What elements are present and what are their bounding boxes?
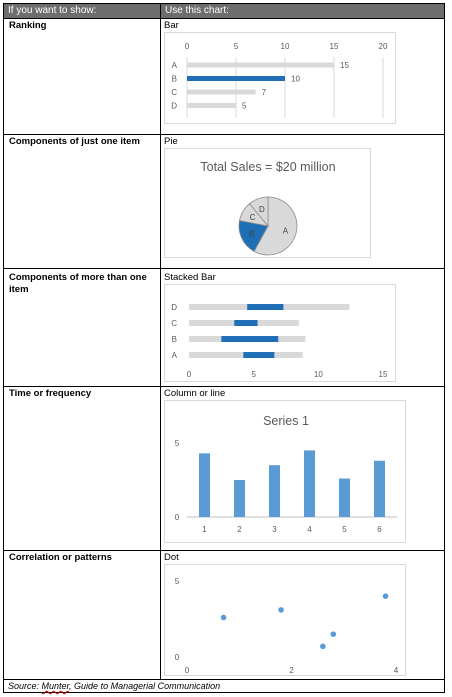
header-show: If you want to show: — [4, 4, 161, 18]
chart-type-stacked-bar: Stacked Bar — [164, 272, 216, 283]
row-divider — [4, 550, 444, 551]
column-chart — [164, 400, 406, 543]
x-tick-label: 0 — [186, 370, 192, 379]
chart-type-pie: Pie — [164, 136, 178, 147]
x-tick-label: 5 — [251, 370, 256, 379]
bar-segment — [221, 336, 278, 342]
column — [304, 450, 315, 517]
x-tick-label: 20 — [378, 42, 388, 51]
data-point — [331, 631, 337, 637]
slice-label: D — [259, 205, 265, 215]
x-tick-label: 10 — [313, 370, 323, 379]
row-label-correlation: Correlation or patterns — [9, 552, 112, 563]
data-label: 5 — [242, 101, 247, 111]
data-label: 7 — [261, 88, 267, 97]
chart-type-dot: Dot — [164, 552, 179, 563]
chart-title: Total Sales = $20 million — [200, 160, 336, 174]
x-tick-label: 0 — [184, 42, 190, 51]
y-tick-label: 5 — [174, 577, 180, 586]
x-tick-label: 6 — [377, 525, 382, 534]
row-label-time: Time or frequency — [9, 388, 92, 399]
column — [374, 461, 385, 517]
row-label-components-one: Components of just one item — [9, 136, 140, 147]
row-divider — [4, 134, 444, 135]
y-tick-label: 0 — [174, 653, 180, 662]
x-tick-label: 15 — [378, 370, 388, 379]
row-divider — [4, 18, 444, 19]
bar — [187, 76, 285, 81]
row-label-ranking: Ranking — [9, 20, 47, 31]
column — [199, 453, 210, 517]
header-use-chart: Use this chart: — [161, 4, 444, 18]
chart-type-column: Column or line — [164, 388, 226, 399]
chart-title: Series 1 — [263, 414, 309, 428]
slice-label: B — [249, 229, 255, 239]
stacked-bar-chart-svg — [165, 285, 397, 383]
row-label-components-more: Components of more than one item — [9, 272, 147, 295]
source-title: , Guide to Managerial Communication — [69, 681, 221, 691]
data-point — [278, 607, 284, 613]
x-tick-label: 1 — [202, 525, 207, 534]
bar-segment — [234, 320, 257, 326]
bar-segment — [243, 352, 274, 358]
chart-selection-table — [3, 3, 445, 693]
y-tick-label: A — [171, 351, 177, 360]
dot-chart — [164, 564, 406, 676]
row-divider — [4, 386, 444, 387]
y-tick-label: C — [171, 319, 177, 328]
stacked-bar-chart — [164, 284, 396, 382]
data-point — [320, 644, 326, 650]
x-tick-label: 2 — [289, 666, 294, 675]
data-label: 15 — [340, 61, 349, 70]
column-chart-svg — [165, 401, 407, 544]
x-tick-label: 4 — [307, 525, 312, 534]
y-tick-label: 5 — [174, 439, 180, 448]
x-tick-label: 5 — [342, 525, 347, 534]
data-point — [221, 615, 227, 621]
data-point — [383, 593, 389, 599]
slice-label: A — [282, 226, 289, 236]
y-tick-label: B — [171, 335, 177, 344]
y-tick-label: D — [171, 101, 177, 111]
chart-type-bar: Bar — [164, 20, 179, 31]
data-label: 10 — [291, 74, 300, 84]
bar — [187, 90, 256, 95]
bar-chart — [164, 32, 396, 124]
source-author: Munter — [41, 681, 70, 691]
slice-label: C — [249, 212, 256, 222]
y-tick-label: B — [171, 74, 177, 84]
column — [269, 465, 280, 517]
y-tick-label: 0 — [174, 513, 180, 522]
bar — [187, 103, 236, 108]
source-note — [8, 680, 220, 692]
x-tick-label: 3 — [272, 525, 277, 534]
y-tick-label: A — [171, 61, 177, 70]
bar-segment — [247, 304, 283, 310]
pie-chart-svg — [165, 149, 372, 259]
bar — [187, 63, 334, 68]
pie-chart — [164, 148, 371, 258]
x-tick-label: 4 — [393, 666, 399, 675]
x-tick-label: 15 — [329, 42, 339, 51]
x-tick-label: 2 — [237, 525, 242, 534]
dot-chart-svg — [165, 565, 407, 677]
y-tick-label: D — [171, 303, 177, 312]
source-prefix: Source: — [8, 681, 42, 691]
y-tick-label: C — [171, 88, 177, 97]
row-divider — [4, 268, 444, 269]
column — [339, 479, 350, 517]
column-divider — [160, 4, 161, 679]
bar-chart-svg — [165, 33, 397, 125]
x-tick-label: 0 — [184, 666, 190, 675]
x-tick-label: 5 — [233, 42, 239, 51]
x-tick-label: 10 — [280, 42, 290, 51]
column — [234, 480, 245, 517]
